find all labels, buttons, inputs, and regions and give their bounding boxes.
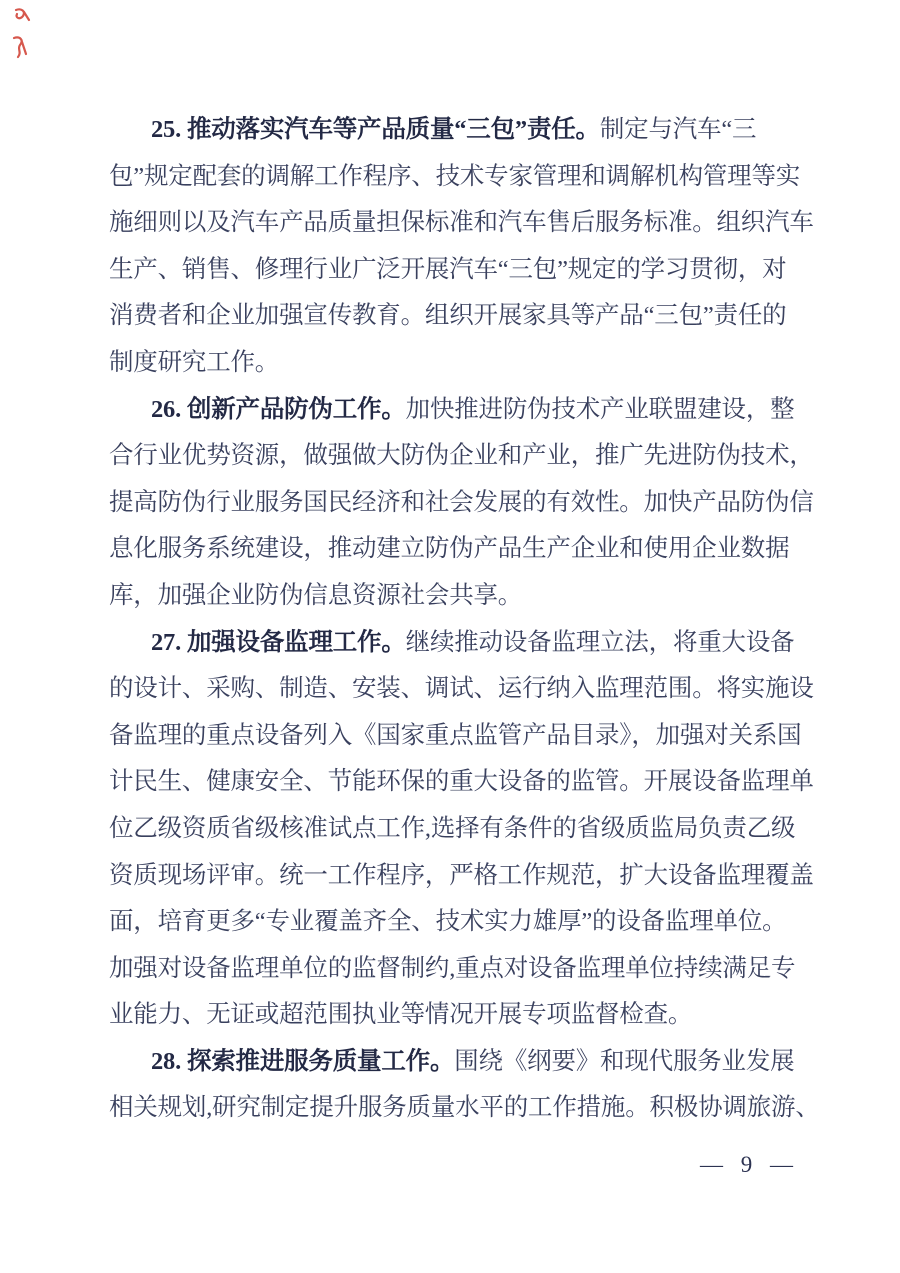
paragraph-text: 制定与汽车“三 xyxy=(599,116,757,143)
text-line xyxy=(109,433,819,480)
document-body xyxy=(109,107,819,1132)
text-line xyxy=(109,759,819,806)
paragraph-text: 资质现场评审。统一工作程序，严格工作规范，扩大设备监理覆盖 xyxy=(109,861,814,889)
item-25 xyxy=(109,107,819,387)
text-line xyxy=(109,340,819,387)
paragraph-text: 的设计、采购、制造、安装、调试、运行纳入监理范围。将实施设 xyxy=(109,675,814,703)
page-number: — 9 — xyxy=(700,1152,795,1177)
text-line xyxy=(109,200,819,247)
paragraph-text: 继续推动设备监理立法，将重大设备 xyxy=(405,628,795,656)
paragraph-lead-bold: 27. 加强设备监理工作。 xyxy=(151,628,406,656)
paragraph-text: 加强对设备监理单位的监督制约,重点对设备监理单位持续满足专 xyxy=(109,954,796,982)
red-ink-marks xyxy=(8,4,48,64)
paragraph-lead-bold: 25. 推动落实汽车等产品质量“三包”责任。 xyxy=(151,116,600,143)
paragraph-text: 计民生、健康安全、节能环保的重大设备的监管。开展设备监理单 xyxy=(109,768,814,796)
paragraph-text: 面，培育更多“专业覆盖齐全、技术实力雄厚”的设备监理单位。 xyxy=(109,908,787,936)
text-line xyxy=(109,946,819,993)
paragraph-lead-bold: 26. 创新产品防伪工作。 xyxy=(151,395,406,423)
item-28 xyxy=(109,1039,819,1132)
paragraph-text: 息化服务系统建设，推动建立防伪产品生产企业和使用企业数据 xyxy=(109,535,790,563)
item-27 xyxy=(109,620,819,1039)
text-line xyxy=(109,853,819,900)
paragraph-text: 施细则以及汽车产品质量担保标准和汽车售后服务标准。组织汽车 xyxy=(109,209,814,237)
paragraph-lead-bold: 28. 探索推进服务质量工作。 xyxy=(151,1047,455,1075)
text-line xyxy=(109,713,819,760)
paragraph-text: 制度研究工作。 xyxy=(109,348,280,376)
text-line xyxy=(109,247,819,294)
text-line xyxy=(109,526,819,573)
text-line xyxy=(109,806,819,853)
paragraph-text: 备监理的重点设备列入《国家重点监管产品目录》，加强对关系国 xyxy=(109,721,802,749)
paragraph-text: 合行业优势资源，做强做大防伪企业和产业，推广先进防伪技术， xyxy=(109,442,814,470)
text-line xyxy=(109,666,819,713)
paragraph-text: 位乙级资质省级核准试点工作,选择有条件的省级质监局负责乙级 xyxy=(109,814,796,842)
paragraph-text: 提高防伪行业服务国民经济和社会发展的有效性。加快产品防伪信 xyxy=(109,488,814,516)
text-line xyxy=(109,293,819,340)
text-line xyxy=(109,387,819,434)
text-line xyxy=(109,992,819,1039)
text-line xyxy=(109,480,819,527)
red-ink-mark-top xyxy=(16,9,29,20)
text-line xyxy=(109,154,819,201)
red-ink-mark-bottom xyxy=(14,37,26,57)
paragraph-text: 消费者和企业加强宣传教育。组织开展家具等产品“三包”责任的 xyxy=(109,302,787,330)
text-line xyxy=(109,107,819,154)
paragraph-text: 相关规划,研究制定提升服务质量水平的工作措施。积极协调旅游、 xyxy=(109,1094,820,1122)
paragraph-text: 围绕《纲要》和现代服务业发展 xyxy=(454,1047,795,1075)
text-line xyxy=(109,1085,819,1132)
paragraph-text: 生产、销售、修理行业广泛开展汽车“三包”规定的学习贯彻，对 xyxy=(109,255,787,283)
paragraph-text: 业能力、无证或超范围执业等情况开展专项监督检查。 xyxy=(109,1001,693,1029)
text-line xyxy=(109,620,819,667)
paragraph-text: 库，加强企业防伪信息资源社会共享。 xyxy=(109,581,523,609)
item-26 xyxy=(109,387,819,620)
text-line xyxy=(109,573,819,620)
text-line xyxy=(109,1039,819,1086)
paragraph-text: 包”规定配套的调解工作程序、技术专家管理和调解机构管理等实 xyxy=(109,162,801,190)
paragraph-text: 加快推进防伪技术产业联盟建设，整 xyxy=(405,395,795,423)
text-line xyxy=(109,899,819,946)
